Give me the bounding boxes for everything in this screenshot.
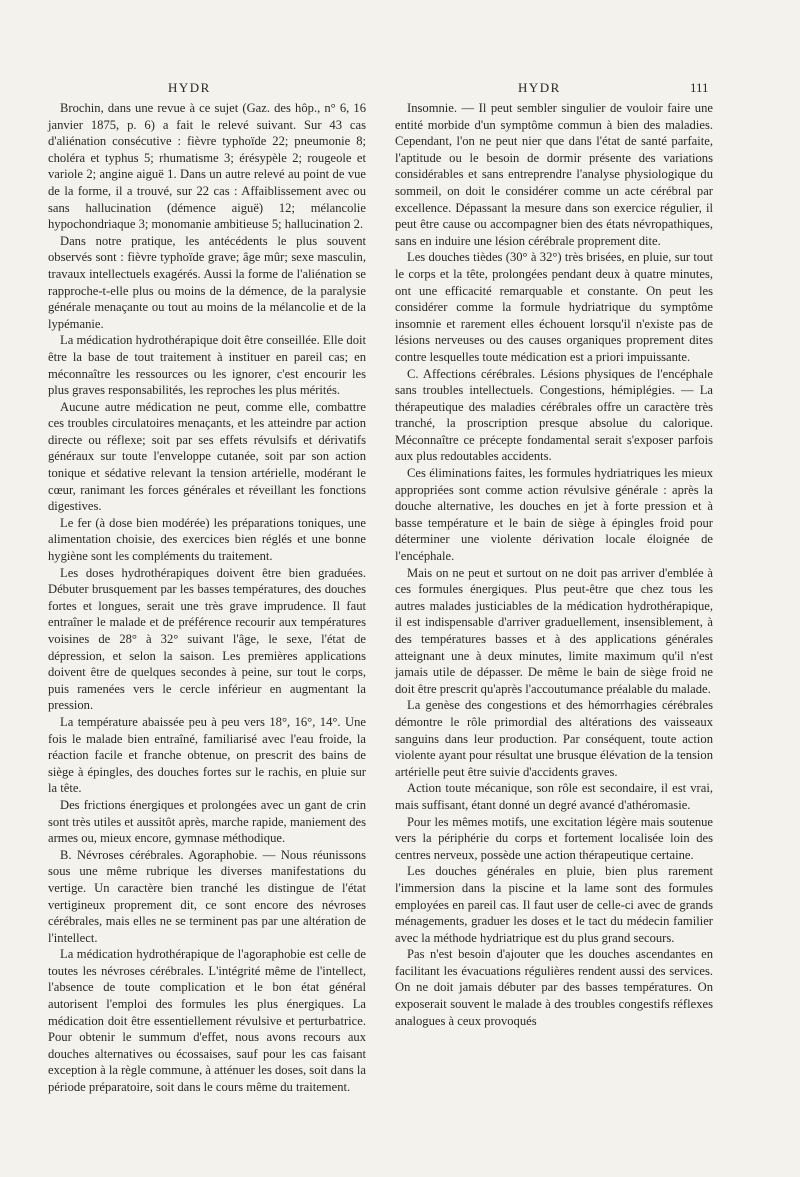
paragraph: La genèse des congestions et des hémorrhagies cérébrales démontre le rôle primordial des altérations des vaisseaux sanguins dans leur production. Par conséquent, toute action violente ayant pour résultat une brusque élévation de la tension artérielle peut être suivie d'accidents graves. <box>395 698 713 779</box>
paragraph: Mais on ne peut et surtout on ne doit pas arriver d'emblée à ces formules énergiques. Plus peut-être que chez tous les autres malades justiciables de la médication hydrothérapique, il est indispensable d'arriver graduellement, insensiblement, à des températures basses et à des applications générales atteignant une à deux minutes, limite maximum qu'il n'est jamais utile de dépasser. De même le bain de siège froid ne doit être prescrit qu'après l'accoutumance préalable du malade. <box>395 565 713 696</box>
paragraph: Action toute mécanique, son rôle est secondaire, il est vrai, mais suffisant, étant donné un degré avancé d'athéromasie. <box>395 781 713 812</box>
paragraph: Aucune autre médication ne peut, comme elle, combattre ces troubles circulatoires menaçants, et les atteindre par action directe ou réflexe; soit par ses effets révulsifs et dérivatifs généraux sur toute l'enveloppe cutanée, soit par son action tonique et sédative relevant la tension artérielle, modérant le cœur, ranimant les forces générales et réveillant les fonctions digestives. <box>48 399 366 514</box>
paragraph: Brochin, dans une revue à ce sujet (Gaz. des hôp., n° 6, 16 janvier 1875, p. 6) a fait le relevé suivant. Sur 43 cas d'aliénation consécutive : fièvre typhoïde 22; pneumonie 8; choléra et typhus 5; rhumatisme 3; érésypèle 2; rougeole et variole 2; angine aiguë 1. Dans un autre relevé au point de vue de la forme, il a trouvé, sur 22 cas : Affaiblissement avec ou sans hallucination (démence aiguë) 12; mélancolie hypochondriaque 3; monomanie ambitieuse 5; hallucination 2. <box>48 101 366 232</box>
page-number: 111 <box>690 80 709 95</box>
paragraph: Ces éliminations faites, les formules hydriatriques les mieux appropriées sont comme action révulsive générale : après la douche alternative, les douches en jet à forte pression et à basse température et le bain de siège à épingles froid pour déterminer une violente dérivation locale éloignée de l'encéphale. <box>395 466 713 564</box>
paragraph: La médication hydrothérapique doit être conseillée. Elle doit être la base de tout traitement à instituer en pareil cas; en méconnaître les ressources ou les ignorer, c'est encourir les plus graves responsabilités, les reproches les plus mérités. <box>48 333 366 398</box>
section-heading-paragraph: B. Névroses cérébrales. Agoraphobie. — Nous réunissons sous une même rubrique les diverses manifestations du vertige. Un caractère bien tranché les distingue de l'état vertigineux proprement dit, ce sont encore des névroses cérébrales, mais elles ne se terminent pas par une altération de l'intellect. <box>48 847 366 945</box>
left-column <box>48 100 366 1096</box>
paragraph: Des frictions énergiques et prolongées avec un gant de crin sont très utiles et aussitôt après, marche rapide, maniement des armes ou, mieux encore, gymnase méthodique. <box>48 797 366 846</box>
paragraph: La température abaissée peu à peu vers 18°, 16°, 14°. Une fois le malade bien entraîné, familiarisé avec l'eau froide, la réaction facile et franche obtenue, on prescrit des bains de siège à épingles, des douches fortes sur le rachis, en pluie sur la tête. <box>48 714 366 796</box>
running-header-left: HYDR <box>168 80 211 95</box>
paragraph: Les douches tièdes (30° à 32°) très brisées, en pluie, sur tout le corps et la tête, prolongées pendant deux à quatre minutes, ont une efficacité remarquable et constante. On peut les considérer comme la formule hydriatrique du symptôme insomnie et rarement elles échouent lorsqu'il n'existe pas de lésions nerveuses ou des causes organiques proprement dites contre lesquelles toute médication est a priori impuissante. <box>395 250 713 364</box>
paragraph: Les douches générales en pluie, bien plus rarement l'immersion dans la piscine et la lame sont des formules employées en pareil cas. Il faut user de celle-ci avec de grands ménagements, graduer les doses et le tact du médecin familier avec la méthode hydriatrique est du plus grand secours. <box>395 864 713 945</box>
running-header-center: HYDR <box>518 80 561 95</box>
right-column <box>395 100 713 1029</box>
paragraph: Pour les mêmes motifs, une excitation légère mais soutenue vers la périphérie du corps et fortement localisée loin des centres nerveux, possède une action thérapeutique certaine. <box>395 814 713 862</box>
paragraph: Les doses hydrothérapiques doivent être bien graduées. Débuter brusquement par les basses températures, des douches fortes et longues, serait une très grave imprudence. Il faut entraîner le malade et de préférence recourir aux températures voisines de 28° à 32° suivant l'âge, le sexe, l'état de dépression, et selon la saison. Les premières applications doivent être de quelques secondes à peine, sur tout le corps, puis ramenées vers le cercle inférieur en augmentant la pression. <box>48 565 366 713</box>
section-heading-paragraph: Insomnie. — Il peut sembler singulier de vouloir faire une entité morbide d'un symptôme commun à bien des maladies. Cependant, l'on ne peut nier que dans l'état de santé parfaite, l'aptitude ou le besoin de dormir présente des variations considérables et sans entreprendre l'analyse physiologique du sommeil, on doit le considérer comme un acte cérébral par excellence. Dépassant la mesure dans son exercice régulier, il peut être cause ou accompagner bien des états névropathiques, sans en induire une lésion cérébrale proprement dite. <box>395 101 713 248</box>
paragraph: La médication hydrothérapique de l'agoraphobie est celle de toutes les névroses cérébrales. L'intégrité même de l'intellect, l'absence de toute complication et le bon état général autorisent l'emploi des formules les plus énergiques. La médication doit être essentiellement révulsive et perturbatrice. Pour obtenir le summum d'effet, nous avons recours aux douches alternatives ou écossaises, sauf pour les cas faisant exception à la règle commune, à atténuer les doses, soit dans la période préparatoire, soit dans le cours même du traitement. <box>48 947 366 1095</box>
section-heading-paragraph: C. Affections cérébrales. Lésions physiques de l'encéphale sans troubles intellectuels. Congestions, hémiplégies. — La thérapeutique des maladies cérébrales offre un caractère très tranché, la proscription presque absolue du calorique. Méconnaître ce précepte fondamental serait s'exposer parfois aux plus redoutables accidents. <box>395 366 713 464</box>
paragraph: Dans notre pratique, les antécédents le plus souvent observés sont : fièvre typhoïde grave; âge mûr; sexe masculin, travaux intellectuels exagérés. Aussi la forme de l'aliénation se rapproche-t-elle plus ou moins de la démence, de la paralysie générale menaçante ou tout au moins de la mélancolie et de la lypémanie. <box>48 233 366 331</box>
paragraph: Pas n'est besoin d'ajouter que les douches ascendantes en facilitant les évacuations régulières rendent aussi des services. On ne doit jamais débuter par des basses températures. On exposerait souvent le malade à des troubles congestifs réflexes analogues à ceux provoqués <box>395 947 713 1028</box>
paragraph: Le fer (à dose bien modérée) les préparations toniques, une alimentation choisie, des exercices bien réglés et une bonne hygiène sont les compléments du traitement. <box>48 515 366 564</box>
